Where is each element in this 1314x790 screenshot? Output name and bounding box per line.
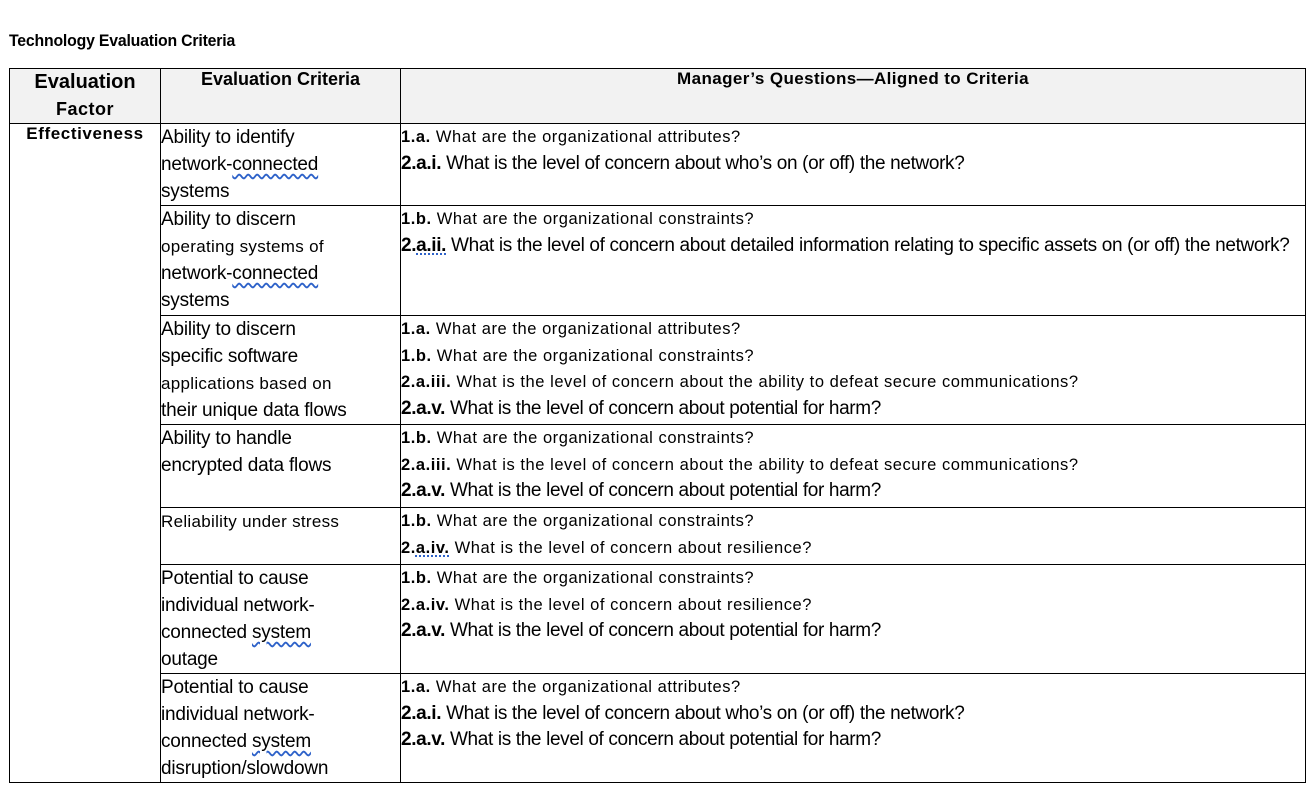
question-line: 1.a. What are the organizational attributes? <box>401 678 741 696</box>
header-factor-line1: Evaluation <box>34 71 136 93</box>
header-factor-line2: Factor <box>55 99 114 119</box>
table-row <box>10 124 1306 206</box>
header-evaluation-criteria: Evaluation Criteria <box>161 69 401 124</box>
question-line: 1.b. What are the organizational constraints? <box>401 210 755 228</box>
table-row <box>10 425 1306 508</box>
criteria-cell: Reliability under stress <box>161 508 401 565</box>
questions-cell <box>401 425 1306 508</box>
question-line: 2.a.ii. What is the level of concern about detailed information relating to specific assets on (or off) the network? <box>401 234 1290 256</box>
questions-cell <box>401 565 1306 674</box>
criteria-table <box>9 68 1306 783</box>
criteria-cell: Ability to handle encrypted data flows <box>161 425 401 508</box>
criteria-cell: Ability to identify network-connected systems <box>161 124 401 206</box>
criteria-cell: Ability to discern specific software applications based on their unique data flows <box>161 316 401 425</box>
table-row <box>10 565 1306 674</box>
question-line: 2.a.v. What is the level of concern about potential for harm? <box>401 620 881 641</box>
question-line: 1.b. What are the organizational constraints? <box>401 346 755 365</box>
question-line: 1.b. What are the organizational constraints? <box>401 512 755 530</box>
criteria-cell: Potential to cause individual network- connected system disruption/slowdown <box>161 674 401 783</box>
question-line: 1.a. What are the organizational attributes? <box>401 320 741 338</box>
table-row <box>10 206 1306 316</box>
questions-cell <box>401 206 1306 316</box>
table-row <box>10 316 1306 425</box>
question-line: 1.a. What are the organizational attributes? <box>401 128 741 146</box>
header-evaluation-factor <box>10 69 161 124</box>
factor-cell: Effectiveness <box>10 124 161 783</box>
questions-cell <box>401 124 1306 206</box>
question-line: 1.b. What are the organizational constraints? <box>401 429 755 447</box>
document-title: Technology Evaluation Criteria <box>9 31 236 50</box>
table-row <box>10 674 1306 783</box>
questions-cell <box>401 674 1306 783</box>
question-line: 2.a.iv. What is the level of concern about resilience? <box>401 595 812 614</box>
table-row <box>10 508 1306 565</box>
question-line: 2.a.iv. What is the level of concern about resilience? <box>401 538 812 557</box>
question-line: 2.a.iii. What is the level of concern about the ability to defeat secure communications? <box>401 455 1079 474</box>
question-line: 2.a.iii. What is the level of concern about the ability to defeat secure communications? <box>401 373 1079 391</box>
header-row <box>10 69 1306 124</box>
criteria-cell: Ability to discern operating systems of network-connected systems <box>161 206 401 316</box>
question-line: 2.a.i. What is the level of concern about who’s on (or off) the network? <box>401 702 965 724</box>
question-line: 1.b. What are the organizational constraints? <box>401 569 755 587</box>
questions-cell <box>401 508 1306 565</box>
question-line: 2.a.i. What is the level of concern about who’s on (or off) the network? <box>401 152 965 174</box>
question-line: 2.a.v. What is the level of concern about potential for harm? <box>401 480 881 501</box>
criteria-cell: Potential to cause individual network- connected system outage <box>161 565 401 674</box>
question-line: 2.a.v. What is the level of concern about potential for harm? <box>401 729 881 750</box>
questions-cell <box>401 316 1306 425</box>
question-line: 2.a.v. What is the level of concern about potential for harm? <box>401 397 881 419</box>
header-managers-questions: Manager’s Questions—Aligned to Criteria <box>401 69 1306 124</box>
